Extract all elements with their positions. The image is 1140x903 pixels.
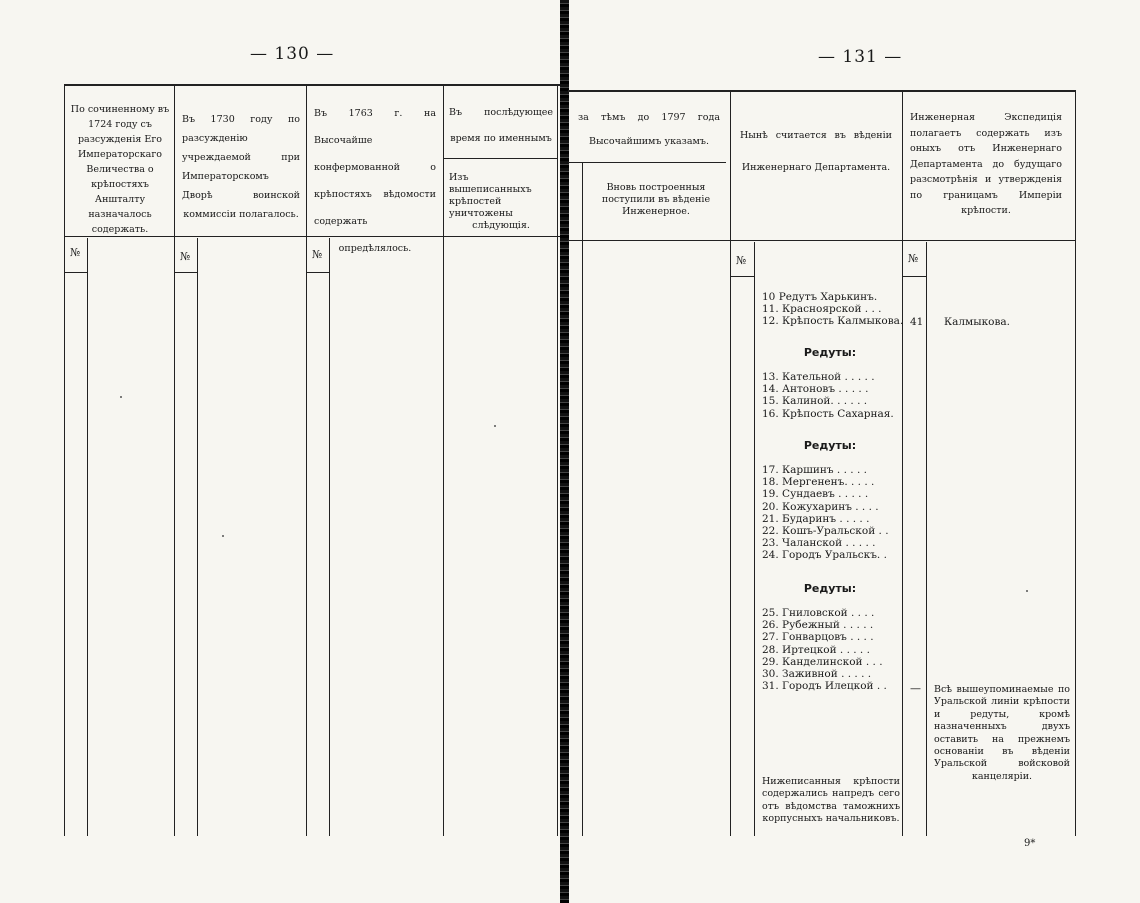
column-divider — [730, 90, 731, 836]
table-top-rule-right — [568, 90, 1076, 92]
list-item: 14. Антоновъ . . . . . — [762, 383, 869, 396]
table-right-border — [1075, 90, 1076, 836]
number-sign: № — [312, 248, 323, 261]
list-item: 18. Мергененъ. . . . . — [762, 476, 875, 489]
entry-number-41: 41 — [910, 316, 924, 328]
column-divider — [306, 84, 307, 836]
subheading-redoubts: Редуты: — [803, 582, 857, 595]
paper-speck — [120, 396, 122, 398]
list-item: 20. Кожухаринъ . . . . — [762, 500, 879, 513]
list-item: 26. Рубежный . . . . . — [762, 619, 874, 632]
redoubt-list-group-4 — [762, 607, 887, 692]
list-item: 13. Кательной . . . . . — [762, 371, 875, 383]
list-item: 11. Красноярской . . . — [762, 303, 882, 316]
table-top-rule-left — [64, 84, 560, 86]
number-sign: № — [180, 250, 191, 263]
number-sign: № — [736, 254, 747, 267]
column-divider — [557, 84, 558, 836]
signature-mark: 9* — [1024, 838, 1036, 849]
column-header-later-top: Въ послѣдующее время по именнымъ — [449, 107, 553, 144]
column-divider — [443, 84, 444, 836]
header-bottom-rule-right — [568, 240, 1076, 241]
number-sign: № — [908, 252, 919, 265]
list-item: 19. Сундаевъ . . . . . — [762, 488, 869, 501]
list-item: 30. Заживной . . . . . — [762, 668, 872, 681]
list-item: 24. Городъ Уральскъ. . — [762, 549, 887, 562]
number-subcolumn-line — [329, 238, 330, 836]
column-header-1724: По сочиненному въ 1724 году съ разсужденія Его Императорскаго Величества о крѣпостяхъ Аншталту назначалось содержать. — [70, 104, 170, 235]
column-divider — [902, 90, 903, 836]
list-item: 17. Каршинъ . . . . . — [762, 464, 867, 476]
split-header-rule — [568, 162, 726, 163]
paper-speck — [494, 425, 496, 427]
number-cell-rule — [730, 276, 754, 277]
column-header-to-1797: за тѣмъ до 1797 года Высочайшимъ указамъ. — [578, 112, 720, 147]
column-divider — [174, 84, 175, 836]
list-item: 29. Канделинской . . . — [762, 655, 883, 668]
number-cell-rule — [902, 276, 926, 277]
dash-entry: — — [910, 682, 921, 695]
number-subcolumn-line — [87, 238, 88, 836]
column-header-newly-built: Вновь построенныя поступили въ вѣденіе Инженерное. — [601, 182, 711, 217]
column-header-1763: Въ 1763 г. на Высочайше конфермованной о крѣпостяхъ вѣдомости содержать опредѣлялось. — [314, 108, 436, 254]
ural-line-note: Всѣ вышеупоминаемые по Уральской линіи крѣпости и редуты, кромѣ назначенныхъ двухъ оставить на прежнемъ основаніи въ вѣденіи Уральской войсковой канцеляріи. — [934, 684, 1070, 782]
paper-speck — [222, 535, 224, 537]
list-item: 25. Гниловской . . . . — [762, 607, 875, 619]
table-left-border — [64, 84, 65, 836]
page-number-left: — 130 — — [250, 44, 335, 64]
list-item: 23. Чаланской . . . . . — [762, 537, 876, 550]
number-cell-rule — [174, 272, 197, 273]
column-header-engineering-dept: Нынѣ считается въ вѣденіи Инженернаго Департамента. — [740, 130, 892, 173]
subheading-redoubts: Редуты: — [803, 439, 857, 452]
column-header-destroyed: Изъ вышеписанныхъ крѣпостей уничтожены слѣдующія. — [449, 172, 532, 231]
list-item: 28. Иртецкой . . . . . — [762, 643, 870, 656]
number-subcolumn-line — [754, 242, 755, 836]
column-header-1730: Въ 1730 году по разсужденію учреждаемой при Императорскомъ Дворѣ воинской коммиссіи полагалось. — [182, 114, 300, 220]
list-item: 22. Кошъ-Уральской . . — [762, 525, 889, 538]
list-item: 16. Крѣпость Сахарная. — [762, 407, 894, 420]
list-item: 31. Городъ Илецкой . . — [762, 680, 887, 693]
list-item: 12. Крѣпость Калмыкова. — [762, 315, 904, 328]
number-sign: № — [70, 246, 81, 259]
number-cell-rule — [306, 272, 329, 273]
paper-speck — [1026, 590, 1028, 592]
subheading-redoubts: Редуты: — [803, 346, 857, 359]
redoubt-list-group-1 — [762, 291, 903, 328]
redoubt-list-group-2 — [762, 371, 894, 420]
sub-border — [582, 162, 583, 836]
page-number-right: — 131 — — [818, 47, 903, 67]
redoubt-list-group-3 — [762, 464, 889, 562]
kalmykova-entry: Калмыкова. — [944, 316, 1010, 328]
list-item: 10 Редутъ Харькинъ. — [762, 291, 878, 303]
list-item: 27. Гонварцовъ . . . . — [762, 631, 874, 644]
list-item: 15. Калиной. . . . . . — [762, 395, 868, 408]
book-gutter — [560, 0, 569, 903]
number-cell-rule — [64, 272, 87, 273]
column-header-engineering-expedition: Инженерная Экспедиція полагаетъ содержать изъ оныхъ отъ Инженернаго Департамента до будущаго разсмотрѣнія и утвержденія по границамъ Имперіи крѣпости. — [910, 112, 1062, 216]
number-subcolumn-line — [926, 242, 927, 836]
split-header-rule — [443, 158, 557, 159]
list-item: 21. Бударинъ . . . . . — [762, 512, 870, 525]
customs-note: Нижеписанныя крѣпости содержались напредъ сего отъ вѣдомства таможнихъ корпусныхъ начальниковъ. — [762, 776, 900, 825]
number-subcolumn-line — [197, 238, 198, 836]
